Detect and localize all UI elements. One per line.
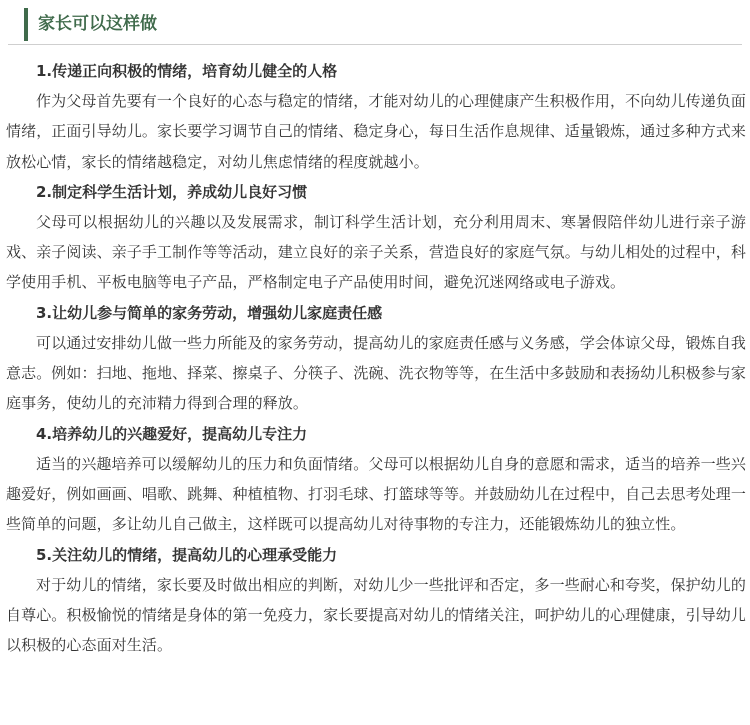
section-header (8, 8, 742, 45)
article-content (6, 56, 746, 660)
section-2 (6, 177, 746, 298)
header-title: 家长可以这样做 (38, 14, 157, 34)
section-paragraph: 可以通过安排幼儿做一些力所能及的家务劳动，提高幼儿的家庭责任感与义务感，学会体谅父母，锻炼自我意志。例如：扫地、拖地、择菜、擦桌子、分筷子、洗碗、洗衣物等等，在生活中多鼓励和表扬幼儿积极参与家庭事务，使幼儿的充沛精力得到合理的释放。 (6, 333, 746, 413)
section-paragraph: 对于幼儿的情绪，家长要及时做出相应的判断，对幼儿少一些批评和否定，多一些耐心和夸奖，保护幼儿的自尊心。积极愉悦的情绪是身体的第一免疫力，家长要提高对幼儿的情绪关注，呵护幼儿的心理健康，引导幼儿以积极的心态面对生活。 (6, 575, 746, 655)
section-title: 1.传递正向积极的情绪，培育幼儿健全的人格 (36, 62, 338, 80)
section-paragraph: 适当的兴趣培养可以缓解幼儿的压力和负面情绪。父母可以根据幼儿自身的意愿和需求，适当的培养一些兴趣爱好，例如画画、唱歌、跳舞、种植植物、打羽毛球、打篮球等等。并鼓励幼儿在过程中，自己去思考处理一些简单的问题，多让幼儿自己做主，这样既可以提高幼儿对待事物的专注力，还能锻炼幼儿的独立性。 (6, 454, 746, 534)
section-3 (6, 298, 746, 419)
section-title: 2.制定科学生活计划，养成幼儿良好习惯 (36, 182, 308, 201)
section-4 (6, 419, 746, 540)
section-title: 3.让幼儿参与简单的家务劳动，增强幼儿家庭责任感 (36, 303, 383, 322)
section-5 (6, 540, 746, 661)
section-paragraph: 作为父母首先要有一个良好的心态与稳定的情绪，才能对幼儿的心理健康产生积极作用，不向幼儿传递负面情绪，正面引导幼儿。家长要学习调节自己的情绪、稳定身心，每日生活作息规律、适量锻炼，通过多种方式来放松心情，家长的情绪越稳定，对幼儿焦虑情绪的程度就越小。 (6, 92, 746, 171)
section-title: 4.培养幼儿的兴趣爱好，提高幼儿专注力 (36, 424, 308, 443)
section-title: 5.关注幼儿的情绪，提高幼儿的心理承受能力 (36, 545, 338, 564)
section-paragraph: 父母可以根据幼儿的兴趣以及发展需求，制订科学生活计划，充分利用周末、寒暑假陪伴幼儿进行亲子游戏、亲子阅读、亲子手工制作等等活动，建立良好的亲子关系，营造良好的家庭气氛。与幼儿相处的过程中，科学使用手机、平板电脑等电子产品，严格制定电子产品使用时间，避免沉迷网络或电子游戏。 (6, 212, 746, 292)
section-1 (6, 56, 746, 177)
header-accent-bar (24, 8, 28, 41)
